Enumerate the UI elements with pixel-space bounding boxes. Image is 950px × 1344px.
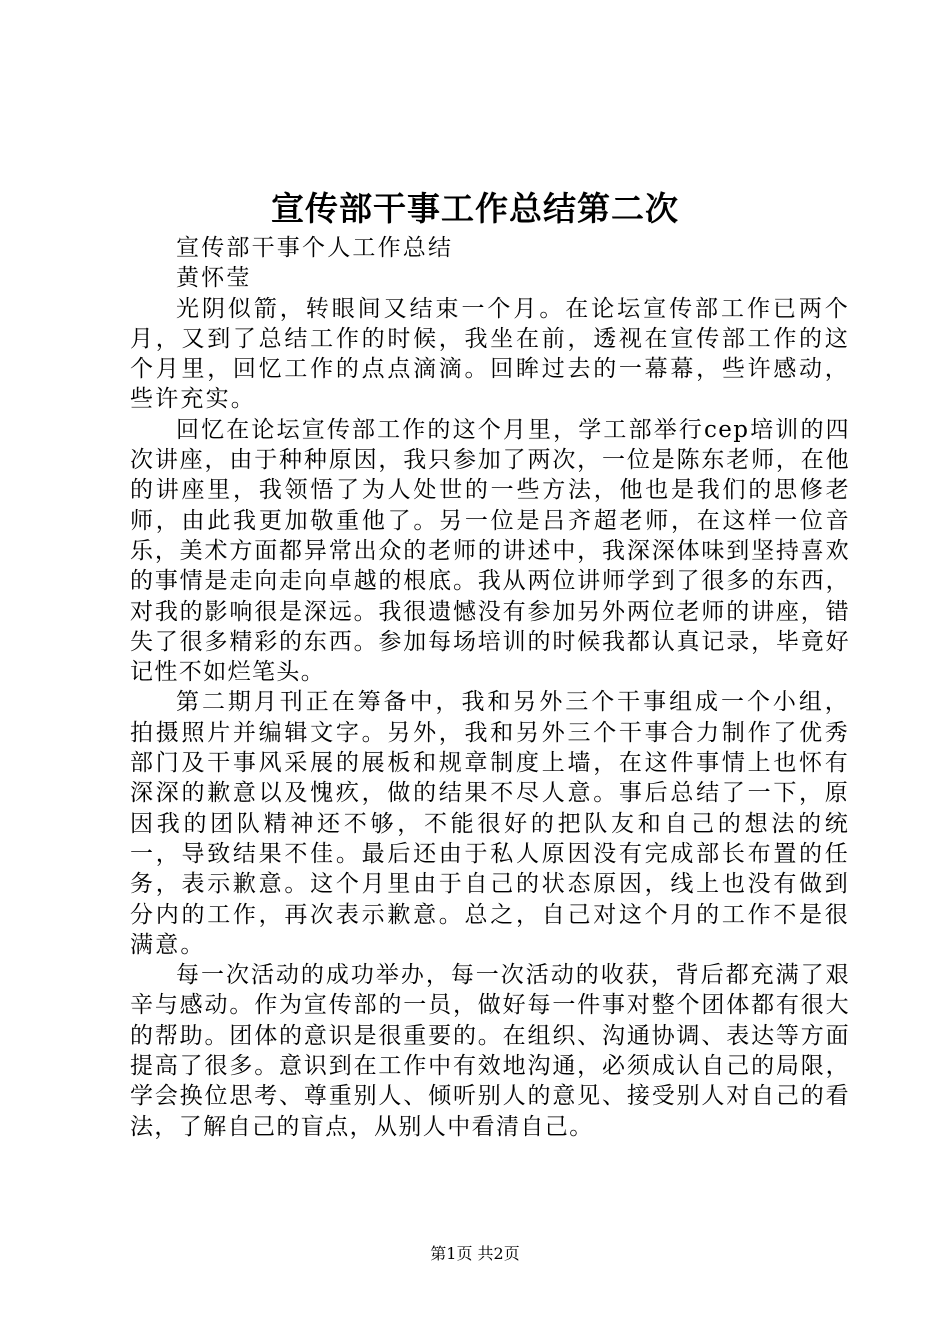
document-body bbox=[130, 233, 850, 1142]
paragraph-3: 第二期月刊正在筹备中，我和另外三个干事组成一个小组，拍摄照片并编辑文字。另外，我和另外三个干事合力制作了优秀部门及干事风采展的展板和规章制度上墙，在这件事情上也怀有深深的歉意以及愧疚，做的结果不尽人意。事后总结了一下，原因我的团队精神还不够，不能很好的把队友和自己的想法的统一，导致结果不佳。最后还由于私人原因没有完成部长布置的任务，表示歉意。这个月里由于自己的状态原因，线上也没有做到分内的工作，再次表示歉意。总之，自己对这个月的工作不是很满意。 bbox=[130, 689, 850, 958]
page-footer: 第1页 共2页 bbox=[430, 1244, 520, 1263]
document-author: 黄怀莹 bbox=[176, 265, 252, 292]
paragraph-2: 回忆在论坛宣传部工作的这个月里，学工部举行cep培训的四次讲座，由于种种原因，我只参加了两次，一位是陈东老师，在他的讲座里，我领悟了为人处世的一些方法，他也是我们的思修老师，由此我更加敬重他了。另一位是吕齐超老师，在这样一位音乐，美术方面都异常出众的老师的讲述中，我深深体味到坚持喜欢的事情是走向走向卓越的根底。我从两位讲师学到了很多的东西，对我的影响很是深远。我很遗憾没有参加另外两位老师的讲座，错失了很多精彩的东西。参加每场培训的时候我都认真记录，毕竟好记性不如烂笔头。 bbox=[130, 416, 850, 686]
paragraph-4: 每一次活动的成功举办，每一次活动的收获，背后都充满了艰辛与感动。作为宣传部的一员，做好每一件事对整个团体都有很大的帮助。团体的意识是很重要的。在组织、沟通协调、表达等方面提高了很多。意识到在工作中有效地沟通，必须成认自己的局限，学会换位思考、尊重别人、倾听别人的意见、接受别人对自己的看法，了解自己的盲点，从别人中看清自己。 bbox=[130, 962, 850, 1140]
document-title: 宣传部干事工作总结第二次 bbox=[271, 189, 679, 228]
paragraph-1: 光阴似箭，转眼间又结束一个月。在论坛宣传部工作已两个月，又到了总结工作的时候，我坐在前，透视在宣传部工作的这个月里，回忆工作的点点滴滴。回眸过去的一幕幕，些许感动，些许充实。 bbox=[130, 295, 850, 413]
document-subtitle: 宣传部干事个人工作总结 bbox=[176, 235, 454, 261]
